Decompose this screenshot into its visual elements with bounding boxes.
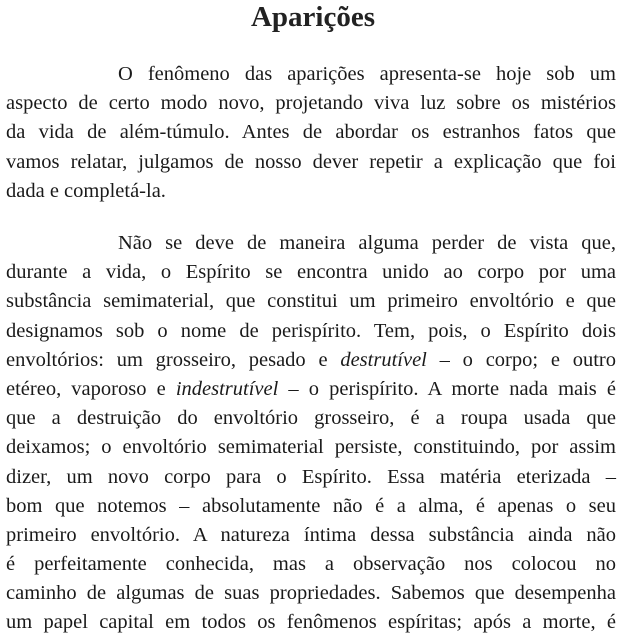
text-line-with-italic (6, 346, 616, 375)
text-line: bom que notemos – absolutamente não é a alma, é apenas o seu (6, 494, 616, 517)
text-line: durante a vida, o Espírito se encontra unido ao corpo por uma (6, 261, 616, 284)
text-line-with-italic (6, 375, 616, 404)
text-line: vamos relatar, julgamos de nosso dever repetir a explicação que foi (6, 150, 616, 173)
text-line: dada e completá-la. (6, 179, 166, 202)
text-line: designamos sob o nome de perispírito. Tem, pois, o Espírito dois (6, 319, 616, 342)
text-line: O fenômeno das aparições apresenta-se hoje sob um (118, 63, 616, 85)
page-title: Aparições (250, 1, 376, 33)
italic-term-indestrutivel: indestrutível (175, 377, 279, 400)
text-run: etéreo, vaporoso e (6, 377, 176, 400)
paragraph-2 (6, 229, 616, 638)
italic-term-destrutivel: destrutível (340, 348, 427, 371)
text-line: é perfeitamente conhecida, mas a observação nos colocou no (6, 553, 616, 576)
text-line: deixamos; o envoltório semimaterial persiste, constituindo, por assim (6, 436, 616, 459)
text-line: que a destruição do envoltório grosseiro, é a roupa usada que (6, 407, 616, 430)
text-line: caminho de algumas de suas propriedades. Sabemos que desempenha (6, 582, 616, 605)
paragraph-1 (6, 60, 616, 206)
text-line: da vida de além-túmulo. Antes de abordar os estranhos fatos que (6, 121, 616, 144)
text-line: Não se deve de maneira alguma perder de vista que, (118, 232, 616, 254)
text-run: – o perispírito. A morte nada mais é (278, 377, 617, 400)
text-line: um papel capital em todos os fenômenos espíritas; após a morte, é (6, 611, 616, 634)
text-line: dizer, um novo corpo para o Espírito. Essa matéria eterizada – (6, 465, 616, 488)
text-run: envoltórios: um grosseiro, pesado e (6, 348, 341, 371)
text-line: primeiro envoltório. A natureza íntima dessa substância ainda não (6, 523, 616, 546)
text-line: substância semimaterial, que constitui um primeiro envoltório e que (6, 290, 616, 313)
text-run: – o corpo; e outro (426, 348, 617, 371)
text-line: aspecto de certo modo novo, projetando viva luz sobre os mistérios (6, 92, 616, 115)
